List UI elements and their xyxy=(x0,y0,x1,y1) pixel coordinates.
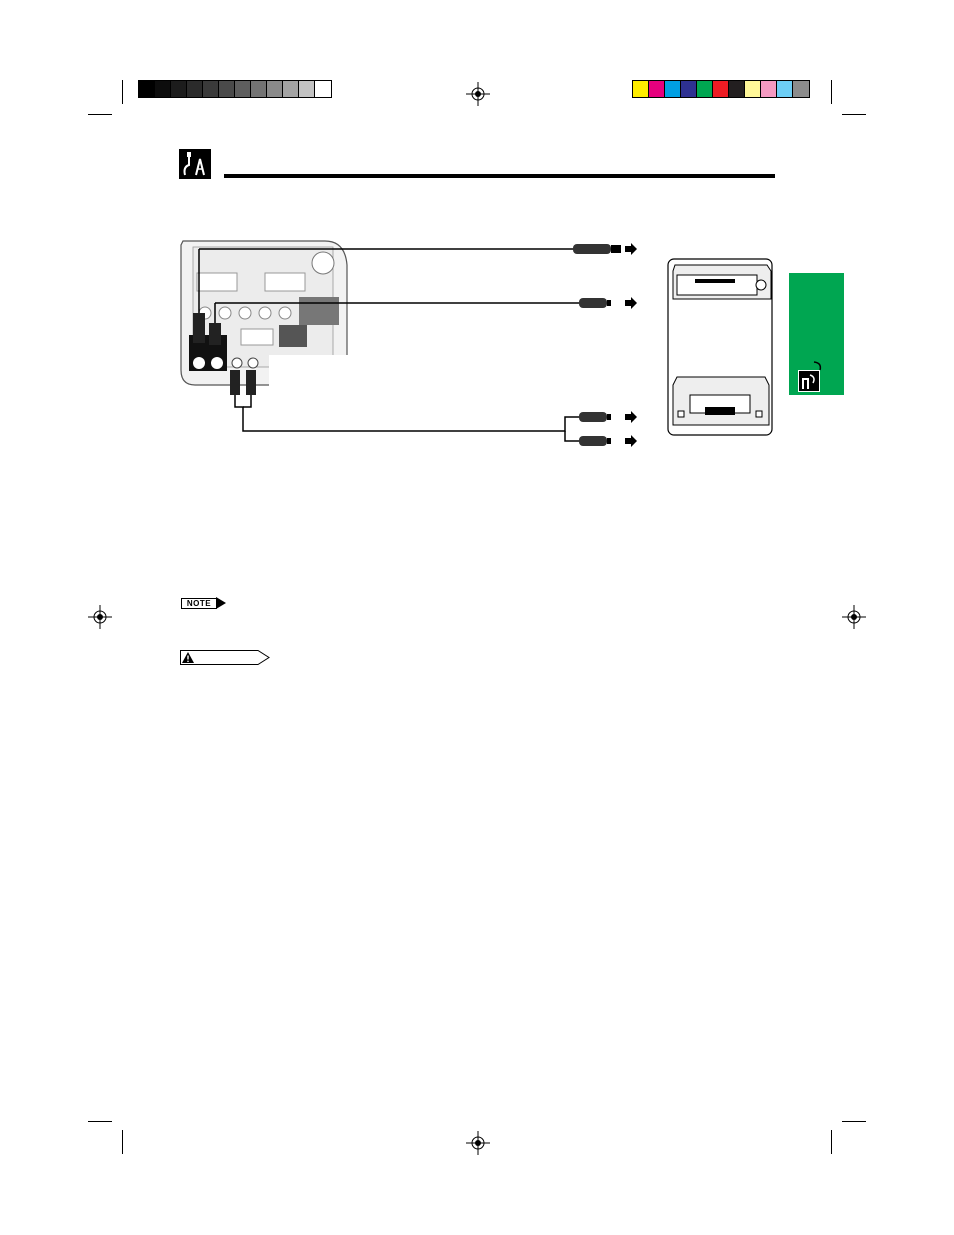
note-arrow-icon xyxy=(216,597,226,609)
crop-mark xyxy=(88,1121,112,1122)
color-swatch xyxy=(219,81,235,97)
registration-target-icon xyxy=(466,82,490,106)
color-swatch xyxy=(729,81,745,97)
color-swatch xyxy=(187,81,203,97)
caution-badge xyxy=(180,650,270,665)
color-swatch xyxy=(203,81,219,97)
crop-mark xyxy=(122,80,123,104)
color-swatch xyxy=(713,81,729,97)
registration-target-icon xyxy=(466,1131,490,1155)
color-swatch xyxy=(235,81,251,97)
crop-mark xyxy=(842,1121,866,1122)
crop-mark xyxy=(122,1130,123,1154)
color-swatch xyxy=(251,81,267,97)
color-swatch xyxy=(633,81,649,97)
header-rule xyxy=(224,174,775,178)
color-swatch xyxy=(649,81,665,97)
registration-target-icon xyxy=(842,605,866,629)
color-swatch xyxy=(299,81,315,97)
connection-plug-icon xyxy=(179,149,211,179)
registration-target-icon xyxy=(88,605,112,629)
color-swatch xyxy=(171,81,187,97)
color-swatch xyxy=(665,81,681,97)
color-swatch xyxy=(267,81,283,97)
color-swatch xyxy=(139,81,155,97)
color-registration-bar xyxy=(632,80,810,98)
color-swatch xyxy=(761,81,777,97)
note-badge: NOTE xyxy=(181,598,217,609)
crop-mark xyxy=(831,1130,832,1154)
connection-diagram xyxy=(175,235,775,450)
crop-mark xyxy=(831,80,832,104)
color-swatch xyxy=(697,81,713,97)
crop-mark xyxy=(88,114,112,115)
color-swatch xyxy=(681,81,697,97)
crop-mark xyxy=(842,114,866,115)
color-swatch xyxy=(315,81,331,97)
color-swatch xyxy=(283,81,299,97)
cable-squiggle-icon xyxy=(812,360,826,374)
color-swatch xyxy=(777,81,793,97)
color-swatch xyxy=(793,81,809,97)
grayscale-registration-bar xyxy=(138,80,332,98)
color-swatch xyxy=(745,81,761,97)
color-swatch xyxy=(155,81,171,97)
